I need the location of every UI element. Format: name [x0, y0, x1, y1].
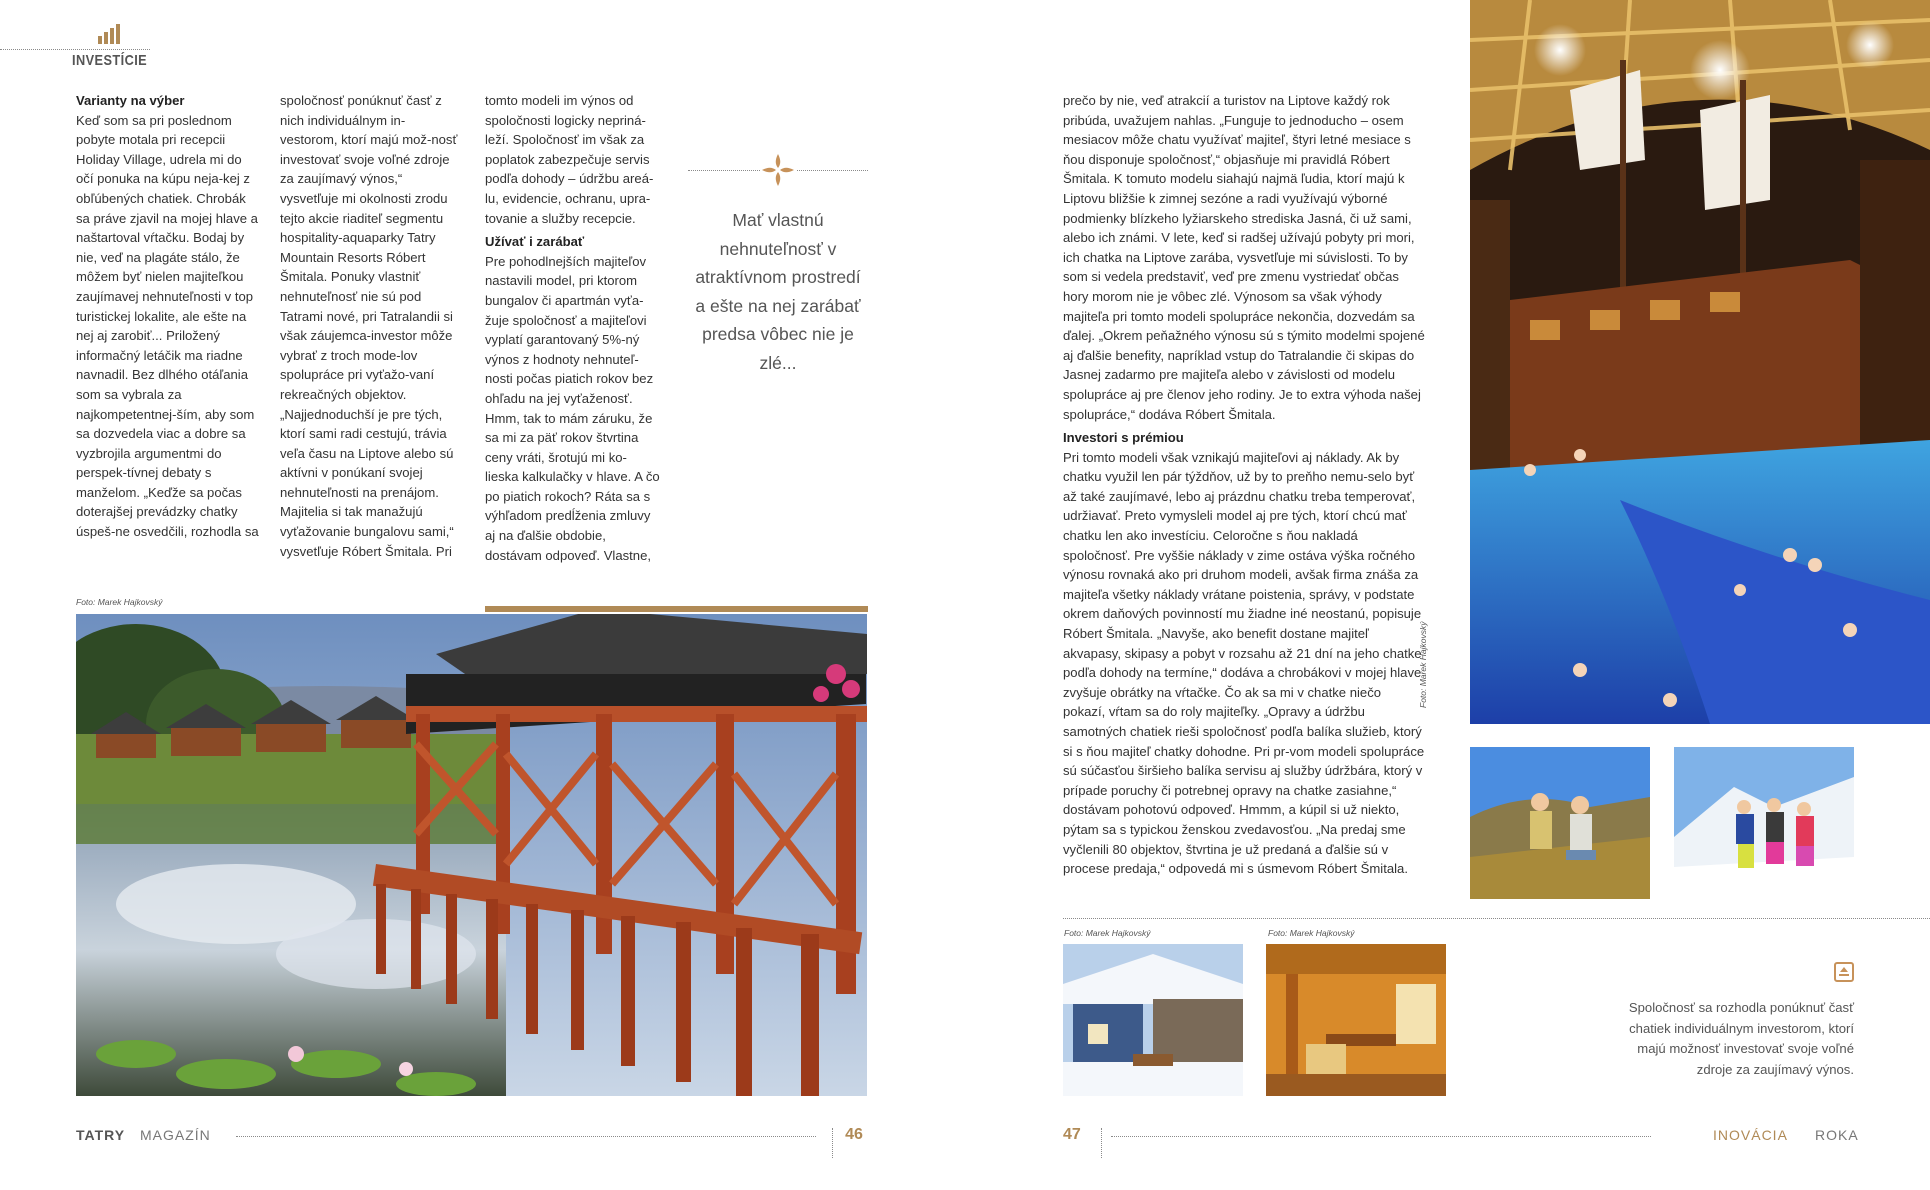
subheading: Investori s prémiou: [1063, 430, 1184, 446]
hikers-photo: [1470, 747, 1650, 899]
section-title: INVESTÍCIE: [72, 52, 148, 69]
paragraph: prečo by nie, veď atrakcií a turistov na Liptove každý rok pribúda, uvažujem nahlas. „Funguje to jednoducho – osem mesiacov môže chatu využívať majiteľ, štyri letné mesiace s ňou disponuje spoločnosť,“ objasňuje mi pravidlá Róbert Šmitala. K tomuto modelu siahajú najmä ľudia, ktorí majú k Liptovu bližšie k zimnej sezóne a radi využívajú výborné podmienky blízkeho lyžiarskeho strediska Jasná, či už sami, alebo ich známi. V lete, keď si radšej užívajú pobyty pri mori, ich chatka na Liptove zarába, vysvetľuje mi súvislosti. To by som si vedela predstaviť, veď pre zmenu vystriedať občas hory morom nie je vôbec zlé. Výnosom sa však výhody majiteľa pri tomto modeli spolupráce nekončia, dozvedám sa ďalej. „Okrem peňažného výnosu sú s týmito modelmi spojené aj ďalšie benefity, napríklad vstup do Tatralandie či skipas do Jasnej zadarmo pre majiteľa alebo v závislosti od modelu spolupráce aj pre členov jeho rodiny. Je to extra výhoda našej spolupráce,“ dodáva Róbert Šmitala.: [1063, 93, 1425, 422]
winter-cottage-photo: [1063, 944, 1243, 1096]
arrow-up-box-icon: [1834, 962, 1854, 982]
magazine-brand: TATRY: [76, 1127, 126, 1143]
paragraph: spoločnosť ponúknuť časť z nich individuálnym in-vestorom, ktorí majú mož-nosť investovať svoje voľné zdroje za zaujímavý výnos,“ vysvetľuje mi okolnosti zrodu tejto akcie riaditeľ segmentu hospitality-aquaparky Tatry Mountain Resorts Róbert Šmitala. Ponuky vlastniť nehnuteľnosť nie sú pod Tatrami nové, pri Tatralandii si však záujemca-investor môže vybrať z troch mode-lov spolupráce pri vyťažo-vaní rekreačných objektov. „Najjednoduchší je pre tých, ktorí sami radi cestujú, trávia veľa času na Liptove alebo sú aktívni v ponúkaní svojej nehnuteľnosti na prenájom. Majitelia si tak manažujú vyťažovanie bungalovu sami,“ vysvetľuje Róbert Šmitala. Pri: [280, 93, 458, 559]
paragraph: Pre pohodlnejších majiteľov nastavili model, pri ktorom bungalov či apartmán vyťa-žuje spoločnosť a majiteľovi vyplatí garantovaný 5%-ný výnos z hodnoty nehnuteľ-nosti počas piatich rokov bez ohľadu na jej vyťaženosť. Hmm, tak to mám záruku, že sa mi za päť rokov štvrtina ceny vráti, šrotujú mi ko-lieska kalkulačky v hlave. A čo po piatich rokoch? Ráta sa s výhľadom predĺženia zmluvy aj na ďalšie obdobie, dostávam odpoveď. Vlastne,: [485, 253, 660, 563]
divider: [1063, 918, 1930, 919]
paragraph: Pri tomto modeli však vznikajú majiteľovi aj náklady. Ak by chatku využil len pár týždňov, už by to preňho nemu-selo byť až také zaujímavé, lebo aj prázdnu chatku treba temperovať, udržiavať. Preto vymysleli model aj pre tých, ktorí chcú mať chatku len ako investíciu. Celoročne s ňou nakladá spoločnosť. Pre vyššie náklady v zime ostáva výška ročného výnosu rovnaká ako pri druhom modeli, avšak firma znáša za majiteľa všetky náklady vrátane poistenia, správy, v podstate okrem daňových povinností mu žiadne iné neostanú, popisuje Róbert Šmitala. „Navyše, ako benefit dostane majiteľ akvapasy, skipasy a pobyt v rozsahu až 21 dní na jeho chatke podľa dohody na termíne,“ dodáva a chrobákovi v mojej hlave zvyšuje obrátky na vŕtačke. Čo ak sa mi v chatke niečo pokazí, vŕtam sa do roly majiteľky. „Opravy a údržbu samotných chatiek rieši spoločnosť podľa balíka služieb, ktorý si s ňou majiteľ chatky dohodne. Pri pr-vom modeli spolupráce sú súčasťou širšieho balíka servisu aj služby údržbára, ktorý v prípade poruchy či potrebnej opravy na chatke zasiahne,“ dostávam pohotovú odpoveď. Hmmm, a kúpil si už niekto, pýtam sa s typickou ženskou zvedavosťou. „Na predaj sme vyčlenili 80 objektov, štvrtina je už predaná a ďalšie sú v procese predaja,“ odpovedá mi s úsmevom Róbert Šmitala.: [1063, 449, 1425, 877]
side-note: [1620, 960, 1854, 1100]
footer-label: INOVÁCIA: [1713, 1127, 1788, 1143]
paragraph: Keď som sa pri poslednom pobyte motala pri recepcii Holiday Village, udrela mi do očí ponuka na kúpu neja-kej z obľúbených chatiek. Chrobák sa práve zjavil na mojej hlave a naštartoval vŕtačku. Bodaj by nie, veď na plagáte stálo, že môžem byť nielen majiteľkou zaujímavej nehnuteľnosti v top turistickej lokalite, ale ešte na nej aj zarobiť... Priložený informačný letáčik ma riadne navnadil. Bez dlhého otáľania som sa vybrala za najkompetentnej-ším, aby som sa dozvedela viac a dobre sa vyzbrojila argumentmi do perspek-tívnej debaty s manželom. „Keďže sa počas doterajšej prevádzky chatky úspeš-ne osvedčili, rozhodla sa: [76, 112, 259, 540]
left-column-2: [280, 91, 460, 561]
ornament-icon: [760, 152, 796, 188]
footer-left: [76, 1124, 866, 1154]
subheading: Varianty na výber: [76, 93, 185, 108]
note-text: Spoločnosť sa rozhodla ponúknuť časť chatiek individuálnym investorom, ktorí majú možnosť investovať svoje voľné zdroje za zaujímavý výnos.: [1628, 1000, 1854, 1077]
page-number-left: 46: [845, 1126, 863, 1143]
vertical-photo-credit: Foto: Marek Hajkovský: [1418, 621, 1428, 708]
page-number-right: 47: [1063, 1126, 1081, 1143]
skiers-photo: [1674, 747, 1854, 899]
paragraph: tomto modeli im výnos od spoločnosti logicky nepriná-leží. Spoločnosť im však za poplatok zabezpečuje servis podľa dohody – údržbu areá-lu, evidencie, ochranu, upra-tovanie a služby recepcie.: [485, 93, 654, 226]
photo-credit: Foto: Marek Hajkovský: [1268, 928, 1355, 938]
bar-chart-icon: [98, 24, 124, 44]
left-column-1: [76, 91, 262, 542]
section-header: [0, 18, 160, 74]
magazine-brand-suffix: MAGAZÍN: [140, 1127, 211, 1143]
aquapark-photo: [1470, 0, 1930, 724]
subheading: Užívať i zarábať: [485, 234, 585, 250]
photo-credit: Foto: Marek Hajkovský: [76, 597, 163, 607]
cottage-interior-photo: [1266, 944, 1446, 1096]
left-column-3: [485, 91, 660, 565]
right-column: [1063, 91, 1425, 879]
footer-right: [1063, 1124, 1869, 1154]
resort-lake-photo: [76, 614, 867, 1096]
pull-quote: [688, 152, 868, 382]
footer-label-suffix: ROKA: [1815, 1127, 1859, 1143]
accent-bar: [485, 606, 868, 612]
quote-text: Mať vlastnú nehnuteľnosť v atraktívnom prostredí a ešte na nej zarábať predsa vôbec nie je zlé...: [695, 210, 861, 373]
photo-credit: Foto: Marek Hajkovský: [1064, 928, 1151, 938]
